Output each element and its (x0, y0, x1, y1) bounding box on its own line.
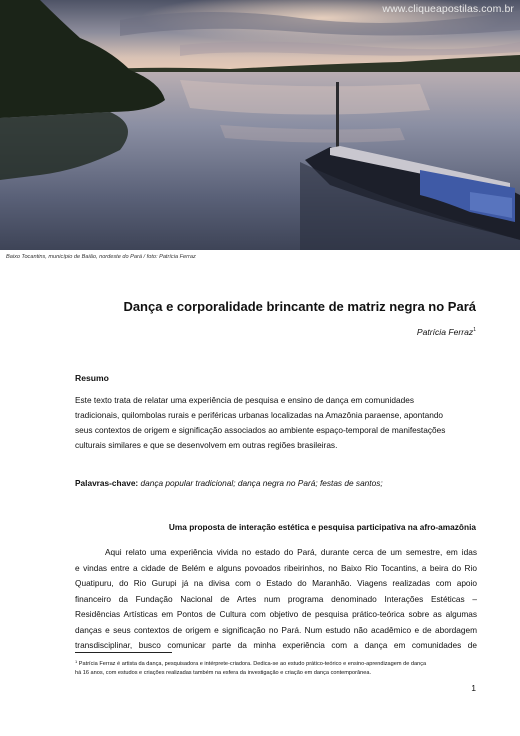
keywords (75, 478, 383, 488)
page-number: 1 (471, 683, 476, 693)
footnote-marker[interactable]: 1 (473, 327, 476, 333)
section-heading: Uma proposta de interação estética e pesquisa participativa na afro-amazônia (168, 522, 476, 532)
river-boat-photo (0, 0, 520, 250)
author-line (417, 327, 476, 337)
abstract-line: culturais similares e que se desenvolvem em outras regiões brasileiras. (75, 440, 338, 450)
body-line: Aqui relato uma experiência vivida no estado do Pará, durante cerca de um semestre, em idas (105, 547, 477, 557)
watermark-text: www.cliqueapostilas.com.br (382, 3, 514, 15)
document-title: Dança e corporalidade brincante de matriz negra no Pará (123, 299, 476, 314)
body-line: transdisciplinar, busco comunicar parte da minha experiência com a dança em comunidades de (75, 640, 477, 650)
photo-illustration (0, 0, 520, 250)
abstract-line: seus contextos de origem e significação associados ao ambiente espaço-temporal de manifestações (75, 425, 446, 435)
keywords-value: dança popular tradicional; dança negra no Pará; festas de santos; (140, 478, 383, 488)
abstract-line: Este texto trata de relatar uma experiência de pesquisa e ensino de dança em comunidades (75, 395, 414, 405)
footnote-line: há 16 anos, com estudos e criações realizadas também na esfera da investigação e criação em dança contemporânea. (75, 670, 372, 676)
footnote-divider (75, 652, 172, 653)
body-line: danças e seus contextos de origem e significação no Pará. Num estudo não acadêmico e de abordagem (75, 624, 477, 635)
photo-caption: Baixo Tocantins, município de Baião, nordeste do Pará / foto: Patrícia Ferraz (6, 254, 196, 260)
footnote-line (75, 657, 477, 669)
footnote-number: 1 (75, 659, 78, 664)
footnote-text: Patrícia Ferraz é artista da dança, pesquisadora e intérprete-criadora. Dedica-se ao estudo prático-teórico e ensino-aprendizagem de dança (78, 661, 427, 667)
abstract-line: tradicionais, quilombolas rurais e periféricas urbanas localizadas na Amazônia paraense, apontando (75, 410, 444, 420)
author-name: Patrícia Ferraz (416, 327, 474, 337)
abstract-text (75, 393, 470, 453)
abstract-heading: Resumo (75, 373, 109, 383)
body-line: Quatipuru, do Rio Gurupi já na divisa com o Estado do Maranhão. Viagens realizadas com apoio (75, 578, 477, 588)
footnote (75, 657, 477, 678)
keywords-label: Palavras-chave: (75, 478, 139, 488)
body-line: Residências Artísticas em Pontos de Cultura com objetivo de pesquisa prático-teórica sobre as algumas (75, 609, 477, 619)
body-line: e vindas entre a cidade de Belém e alguns povoados ribeirinhos, no Baixo Rio Tocantins, a beira do Rio (75, 562, 477, 573)
body-line: financeiro da Fundação Nacional de Artes num programa denominado Interações Estéticas – (75, 593, 477, 604)
body-text (75, 545, 477, 654)
